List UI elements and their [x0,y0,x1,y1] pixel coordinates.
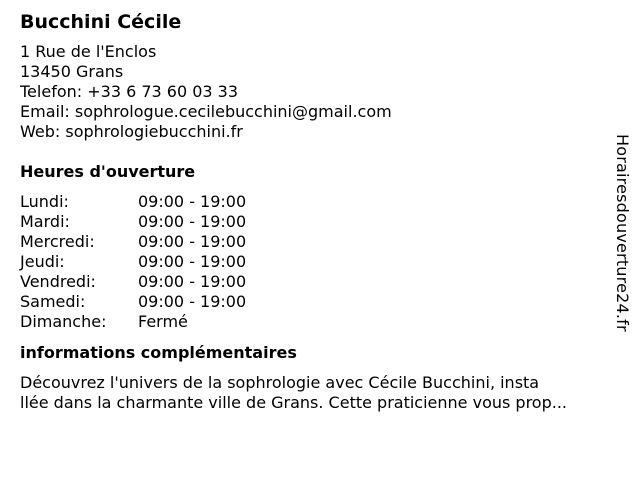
time-value: Fermé [138,312,188,331]
day-label: Mercredi: [20,232,95,251]
time-value: 09:00 - 19:00 [138,292,247,311]
hours-row-monday [20,192,610,212]
hours-row-sunday [20,312,610,332]
description [20,373,610,413]
day-label: Lundi: [20,192,69,211]
day-label: Jeudi: [20,252,65,271]
description-line-1: Découvrez l'univers de la sophrologie avec Cécile Bucchini, insta [20,373,540,392]
hours-row-tuesday [20,212,610,232]
hours-row-saturday [20,292,610,312]
opening-hours-table [20,192,610,332]
time-value: 09:00 - 19:00 [138,192,247,211]
time-value: 09:00 - 19:00 [138,252,247,271]
day-label: Dimanche: [20,312,107,331]
time-value: 09:00 - 19:00 [138,232,247,251]
time-value: 09:00 - 19:00 [138,272,247,291]
description-line-2: llée dans la charmante ville de Grans. Cette praticienne vous prop... [20,393,567,412]
business-name: Bucchini Cécile [20,11,182,33]
time-value: 09:00 - 19:00 [138,212,247,231]
phone-number: Telefon: +33 6 73 60 03 33 [20,82,239,101]
email-address: Email: sophrologue.cecilebucchini@gmail.com [20,102,392,121]
opening-hours-title: Heures d'ouverture [20,162,196,181]
day-label: Samedi: [20,292,86,311]
hours-row-friday [20,272,610,292]
day-label: Mardi: [20,212,70,231]
address-city: 13450 Grans [20,62,124,81]
business-card [20,10,610,413]
additional-info-title: informations complémentaires [20,343,297,362]
brand-watermark: Horairesdouverture24.fr [613,134,632,332]
address-street: 1 Rue de l'Enclos [20,42,157,61]
hours-row-thursday [20,252,610,272]
website: Web: sophrologiebucchini.fr [20,122,243,141]
day-label: Vendredi: [20,272,96,291]
hours-row-wednesday [20,232,610,252]
